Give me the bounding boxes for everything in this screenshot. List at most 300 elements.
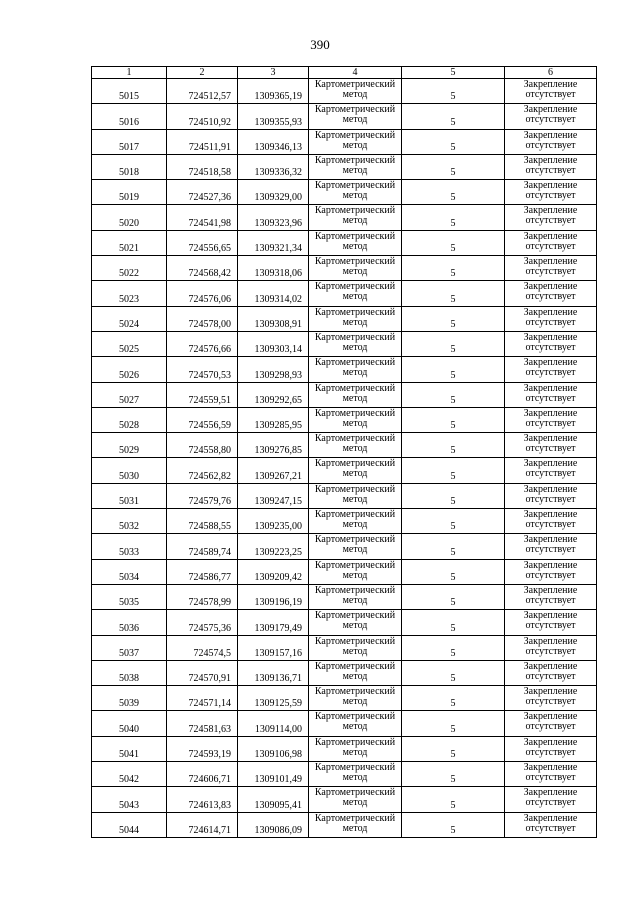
accuracy-cell: 5	[402, 584, 505, 609]
method-line-2: метод	[342, 544, 368, 556]
method-line-1: Картометрический	[314, 534, 396, 546]
x-coordinate-cell: 724511,91	[167, 129, 238, 154]
note-cell	[505, 610, 597, 635]
method-line-1: Картометрический	[314, 812, 396, 824]
y-coordinate-cell: 1309321,34	[238, 230, 309, 255]
y-coordinate-cell: 1309298,93	[238, 357, 309, 382]
method-cell	[309, 762, 402, 787]
accuracy-cell: 5	[402, 635, 505, 660]
note-line-2: отсутствует	[525, 519, 576, 531]
note-line-2: отсутствует	[525, 822, 576, 834]
point-number-cell: 5027	[92, 382, 167, 407]
accuracy-cell: 5	[402, 281, 505, 306]
table-row	[92, 534, 597, 559]
x-coordinate-cell: 724541,98	[167, 205, 238, 230]
point-number-cell: 5033	[92, 534, 167, 559]
method-line-2: метод	[342, 696, 368, 708]
x-coordinate-cell: 724558,80	[167, 433, 238, 458]
note-cell	[505, 79, 597, 104]
method-line-2: метод	[342, 417, 368, 429]
method-line-2: метод	[342, 114, 368, 126]
y-coordinate-cell: 1309247,15	[238, 483, 309, 508]
y-coordinate-cell: 1309314,02	[238, 281, 309, 306]
note-line-2: отсутствует	[525, 670, 576, 682]
note-line-2: отсутствует	[525, 772, 576, 784]
y-coordinate-cell: 1309209,42	[238, 559, 309, 584]
method-line-2: метод	[342, 240, 368, 252]
accuracy-cell: 5	[402, 256, 505, 281]
note-line-2: отсутствует	[525, 493, 576, 505]
x-coordinate-cell: 724570,53	[167, 357, 238, 382]
method-cell	[309, 711, 402, 736]
method-line-1: Картометрический	[314, 331, 396, 343]
note-line-1: Закрепление	[523, 104, 578, 116]
table-row	[92, 509, 597, 534]
method-line-2: метод	[342, 721, 368, 733]
note-line-1: Закрепление	[523, 331, 578, 343]
x-coordinate-cell: 724575,36	[167, 610, 238, 635]
note-cell	[505, 711, 597, 736]
note-cell	[505, 787, 597, 812]
table-row	[92, 762, 597, 787]
header-cell-4: 4	[309, 67, 402, 79]
y-coordinate-cell: 1309157,16	[238, 635, 309, 660]
y-coordinate-cell: 1309086,09	[238, 812, 309, 837]
note-cell	[505, 104, 597, 129]
method-cell	[309, 509, 402, 534]
x-coordinate-cell: 724568,42	[167, 256, 238, 281]
table-row	[92, 230, 597, 255]
y-coordinate-cell: 1309292,65	[238, 382, 309, 407]
x-coordinate-cell: 724606,71	[167, 762, 238, 787]
method-cell	[309, 458, 402, 483]
note-line-1: Закрепление	[523, 180, 578, 192]
note-line-1: Закрепление	[523, 154, 578, 166]
header-cell-1: 1	[92, 67, 167, 79]
accuracy-cell: 5	[402, 357, 505, 382]
x-coordinate-cell: 724593,19	[167, 736, 238, 761]
note-cell	[505, 205, 597, 230]
table-row	[92, 610, 597, 635]
table-row	[92, 205, 597, 230]
note-cell	[505, 534, 597, 559]
note-line-1: Закрепление	[523, 382, 578, 394]
note-cell	[505, 331, 597, 356]
accuracy-cell: 5	[402, 534, 505, 559]
method-line-2: метод	[342, 291, 368, 303]
note-line-2: отсутствует	[525, 443, 576, 455]
accuracy-cell: 5	[402, 458, 505, 483]
x-coordinate-cell: 724578,00	[167, 306, 238, 331]
note-line-2: отсутствует	[525, 468, 576, 480]
method-line-2: метод	[342, 670, 368, 682]
note-cell	[505, 686, 597, 711]
note-cell	[505, 660, 597, 685]
y-coordinate-cell: 1309179,49	[238, 610, 309, 635]
x-coordinate-cell: 724581,63	[167, 711, 238, 736]
accuracy-cell: 5	[402, 433, 505, 458]
coordinates-table	[91, 66, 597, 838]
table-row	[92, 787, 597, 812]
accuracy-cell: 5	[402, 686, 505, 711]
note-cell	[505, 281, 597, 306]
table-row	[92, 256, 597, 281]
method-line-1: Картометрический	[314, 433, 396, 445]
note-cell	[505, 433, 597, 458]
y-coordinate-cell: 1309267,21	[238, 458, 309, 483]
accuracy-cell: 5	[402, 407, 505, 432]
table-row	[92, 357, 597, 382]
method-line-1: Картометрический	[314, 129, 396, 141]
method-line-2: метод	[342, 822, 368, 834]
method-line-2: метод	[342, 519, 368, 531]
point-number-cell: 5043	[92, 787, 167, 812]
method-cell	[309, 812, 402, 837]
method-line-1: Картометрический	[314, 635, 396, 647]
header-cell-6: 6	[505, 67, 597, 79]
method-line-2: метод	[342, 594, 368, 606]
x-coordinate-cell: 724579,76	[167, 483, 238, 508]
point-number-cell: 5035	[92, 584, 167, 609]
note-line-1: Закрепление	[523, 559, 578, 571]
table-row	[92, 129, 597, 154]
y-coordinate-cell: 1309235,00	[238, 509, 309, 534]
accuracy-cell: 5	[402, 104, 505, 129]
table-row	[92, 306, 597, 331]
note-line-2: отсутствует	[525, 139, 576, 151]
note-cell	[505, 306, 597, 331]
point-number-cell: 5015	[92, 79, 167, 104]
point-number-cell: 5040	[92, 711, 167, 736]
note-line-1: Закрепление	[523, 256, 578, 268]
method-line-2: метод	[342, 215, 368, 227]
note-line-2: отсутствует	[525, 696, 576, 708]
y-coordinate-cell: 1309285,95	[238, 407, 309, 432]
note-line-1: Закрепление	[523, 584, 578, 596]
table-row	[92, 104, 597, 129]
x-coordinate-cell: 724588,55	[167, 509, 238, 534]
y-coordinate-cell: 1309303,14	[238, 331, 309, 356]
y-coordinate-cell: 1309095,41	[238, 787, 309, 812]
y-coordinate-cell: 1309318,06	[238, 256, 309, 281]
method-line-1: Картометрический	[314, 458, 396, 470]
method-line-1: Картометрический	[314, 483, 396, 495]
point-number-cell: 5023	[92, 281, 167, 306]
method-cell	[309, 787, 402, 812]
accuracy-cell: 5	[402, 509, 505, 534]
note-cell	[505, 256, 597, 281]
x-coordinate-cell: 724576,66	[167, 331, 238, 356]
note-line-2: отсутствует	[525, 190, 576, 202]
accuracy-cell: 5	[402, 331, 505, 356]
method-line-2: метод	[342, 443, 368, 455]
table-row	[92, 382, 597, 407]
point-number-cell: 5032	[92, 509, 167, 534]
note-line-1: Закрепление	[523, 660, 578, 672]
note-cell	[505, 559, 597, 584]
table-row	[92, 559, 597, 584]
x-coordinate-cell: 724570,91	[167, 660, 238, 685]
note-cell	[505, 382, 597, 407]
method-line-1: Картометрический	[314, 787, 396, 799]
note-line-1: Закрепление	[523, 357, 578, 369]
y-coordinate-cell: 1309308,91	[238, 306, 309, 331]
accuracy-cell: 5	[402, 610, 505, 635]
y-coordinate-cell: 1309136,71	[238, 660, 309, 685]
method-line-1: Картометрический	[314, 230, 396, 242]
note-line-1: Закрепление	[523, 433, 578, 445]
table-row	[92, 736, 597, 761]
note-cell	[505, 584, 597, 609]
note-cell	[505, 635, 597, 660]
note-line-2: отсутствует	[525, 291, 576, 303]
x-coordinate-cell: 724527,36	[167, 180, 238, 205]
method-line-1: Картометрический	[314, 104, 396, 116]
point-number-cell: 5024	[92, 306, 167, 331]
x-coordinate-cell: 724589,74	[167, 534, 238, 559]
y-coordinate-cell: 1309329,00	[238, 180, 309, 205]
note-line-2: отсутствует	[525, 392, 576, 404]
note-line-1: Закрепление	[523, 306, 578, 318]
note-line-2: отсутствует	[525, 89, 576, 100]
accuracy-cell: 5	[402, 230, 505, 255]
method-line-1: Картометрический	[314, 711, 396, 723]
method-cell	[309, 736, 402, 761]
note-cell	[505, 180, 597, 205]
method-cell	[309, 584, 402, 609]
method-cell	[309, 306, 402, 331]
point-number-cell: 5038	[92, 660, 167, 685]
point-number-cell: 5017	[92, 129, 167, 154]
y-coordinate-cell: 1309346,13	[238, 129, 309, 154]
table-row	[92, 483, 597, 508]
table-row	[92, 660, 597, 685]
x-coordinate-cell: 724578,99	[167, 584, 238, 609]
method-cell	[309, 382, 402, 407]
table-row	[92, 458, 597, 483]
note-line-2: отсутствует	[525, 417, 576, 429]
accuracy-cell: 5	[402, 812, 505, 837]
method-line-1: Картометрический	[314, 559, 396, 571]
y-coordinate-cell: 1309101,49	[238, 762, 309, 787]
method-line-1: Картометрический	[314, 407, 396, 419]
accuracy-cell: 5	[402, 180, 505, 205]
note-line-2: отсутствует	[525, 797, 576, 809]
method-cell	[309, 104, 402, 129]
y-coordinate-cell: 1309365,19	[238, 79, 309, 104]
x-coordinate-cell: 724559,51	[167, 382, 238, 407]
table-row	[92, 407, 597, 432]
point-number-cell: 5029	[92, 433, 167, 458]
table-row	[92, 635, 597, 660]
point-number-cell: 5018	[92, 154, 167, 179]
note-line-2: отсутствует	[525, 164, 576, 176]
method-line-1: Картометрический	[314, 509, 396, 521]
method-line-2: метод	[342, 493, 368, 505]
note-line-2: отсутствует	[525, 316, 576, 328]
note-line-1: Закрепление	[523, 686, 578, 698]
point-number-cell: 5044	[92, 812, 167, 837]
note-line-2: отсутствует	[525, 721, 576, 733]
note-cell	[505, 458, 597, 483]
note-line-2: отсутствует	[525, 240, 576, 252]
x-coordinate-cell: 724512,57	[167, 79, 238, 104]
method-line-1: Картометрический	[314, 584, 396, 596]
point-number-cell: 5031	[92, 483, 167, 508]
method-line-1: Картометрический	[314, 256, 396, 268]
note-line-1: Закрепление	[523, 483, 578, 495]
note-cell	[505, 407, 597, 432]
note-line-1: Закрепление	[523, 610, 578, 622]
method-cell	[309, 357, 402, 382]
note-cell	[505, 812, 597, 837]
note-cell	[505, 357, 597, 382]
accuracy-cell: 5	[402, 660, 505, 685]
x-coordinate-cell: 724613,83	[167, 787, 238, 812]
note-line-1: Закрепление	[523, 129, 578, 141]
header-cell-2: 2	[167, 67, 238, 79]
method-line-2: метод	[342, 620, 368, 632]
point-number-cell: 5026	[92, 357, 167, 382]
method-line-1: Картометрический	[314, 382, 396, 394]
method-cell	[309, 281, 402, 306]
table-row	[92, 584, 597, 609]
note-line-2: отсутствует	[525, 215, 576, 227]
method-line-2: метод	[342, 392, 368, 404]
note-line-2: отсутствует	[525, 114, 576, 126]
point-number-cell: 5028	[92, 407, 167, 432]
note-line-1: Закрепление	[523, 281, 578, 293]
method-line-2: метод	[342, 190, 368, 202]
note-cell	[505, 129, 597, 154]
point-number-cell: 5034	[92, 559, 167, 584]
method-line-1: Картометрический	[314, 154, 396, 166]
method-cell	[309, 129, 402, 154]
method-line-2: метод	[342, 341, 368, 353]
accuracy-cell: 5	[402, 559, 505, 584]
note-line-1: Закрепление	[523, 812, 578, 824]
method-cell	[309, 635, 402, 660]
note-line-2: отсутствует	[525, 341, 576, 353]
accuracy-cell: 5	[402, 483, 505, 508]
table-row	[92, 281, 597, 306]
method-cell	[309, 154, 402, 179]
accuracy-cell: 5	[402, 787, 505, 812]
point-number-cell: 5021	[92, 230, 167, 255]
note-cell	[505, 483, 597, 508]
note-line-1: Закрепление	[523, 711, 578, 723]
method-line-2: метод	[342, 797, 368, 809]
note-line-1: Закрепление	[523, 534, 578, 546]
point-number-cell: 5016	[92, 104, 167, 129]
note-line-2: отсутствует	[525, 569, 576, 581]
method-cell	[309, 483, 402, 508]
table-row	[92, 433, 597, 458]
point-number-cell: 5025	[92, 331, 167, 356]
method-cell	[309, 559, 402, 584]
x-coordinate-cell: 724571,14	[167, 686, 238, 711]
note-line-2: отсутствует	[525, 594, 576, 606]
header-row	[92, 67, 597, 79]
note-line-2: отсутствует	[525, 367, 576, 379]
method-line-2: метод	[342, 266, 368, 278]
x-coordinate-cell: 724586,77	[167, 559, 238, 584]
table-body	[92, 79, 597, 838]
method-line-1: Картометрический	[314, 357, 396, 369]
note-line-1: Закрепление	[523, 407, 578, 419]
point-number-cell: 5037	[92, 635, 167, 660]
method-cell	[309, 180, 402, 205]
accuracy-cell: 5	[402, 129, 505, 154]
x-coordinate-cell: 724556,65	[167, 230, 238, 255]
note-cell	[505, 230, 597, 255]
header-cell-5: 5	[402, 67, 505, 79]
table-row	[92, 154, 597, 179]
note-line-2: отсутствует	[525, 746, 576, 758]
method-line-2: метод	[342, 316, 368, 328]
note-line-2: отсутствует	[525, 645, 576, 657]
method-line-1: Картометрический	[314, 205, 396, 217]
method-line-2: метод	[342, 89, 368, 100]
method-cell	[309, 331, 402, 356]
table-row	[92, 812, 597, 837]
method-line-1: Картометрический	[314, 79, 396, 90]
y-coordinate-cell: 1309114,00	[238, 711, 309, 736]
point-number-cell: 5020	[92, 205, 167, 230]
note-line-1: Закрепление	[523, 230, 578, 242]
table-row	[92, 331, 597, 356]
accuracy-cell: 5	[402, 205, 505, 230]
method-line-2: метод	[342, 772, 368, 784]
note-line-1: Закрепление	[523, 787, 578, 799]
y-coordinate-cell: 1309323,96	[238, 205, 309, 230]
table-row	[92, 180, 597, 205]
method-cell	[309, 230, 402, 255]
method-line-2: метод	[342, 645, 368, 657]
note-cell	[505, 154, 597, 179]
method-line-2: метод	[342, 367, 368, 379]
method-line-1: Картометрический	[314, 686, 396, 698]
x-coordinate-cell: 724576,06	[167, 281, 238, 306]
table-row	[92, 79, 597, 104]
y-coordinate-cell: 1309276,85	[238, 433, 309, 458]
y-coordinate-cell: 1309336,32	[238, 154, 309, 179]
accuracy-cell: 5	[402, 79, 505, 104]
header-cell-3: 3	[238, 67, 309, 79]
y-coordinate-cell: 1309106,98	[238, 736, 309, 761]
x-coordinate-cell: 724614,71	[167, 812, 238, 837]
point-number-cell: 5030	[92, 458, 167, 483]
accuracy-cell: 5	[402, 711, 505, 736]
point-number-cell: 5039	[92, 686, 167, 711]
method-cell	[309, 79, 402, 104]
x-coordinate-cell: 724556,59	[167, 407, 238, 432]
note-line-1: Закрепление	[523, 509, 578, 521]
method-cell	[309, 660, 402, 685]
table-row	[92, 711, 597, 736]
x-coordinate-cell: 724510,92	[167, 104, 238, 129]
note-line-1: Закрепление	[523, 736, 578, 748]
point-number-cell: 5041	[92, 736, 167, 761]
method-cell	[309, 205, 402, 230]
table-row	[92, 686, 597, 711]
method-line-1: Картометрический	[314, 610, 396, 622]
method-cell	[309, 256, 402, 281]
note-cell	[505, 509, 597, 534]
note-line-1: Закрепление	[523, 205, 578, 217]
note-line-1: Закрепление	[523, 79, 578, 90]
y-coordinate-cell: 1309196,19	[238, 584, 309, 609]
